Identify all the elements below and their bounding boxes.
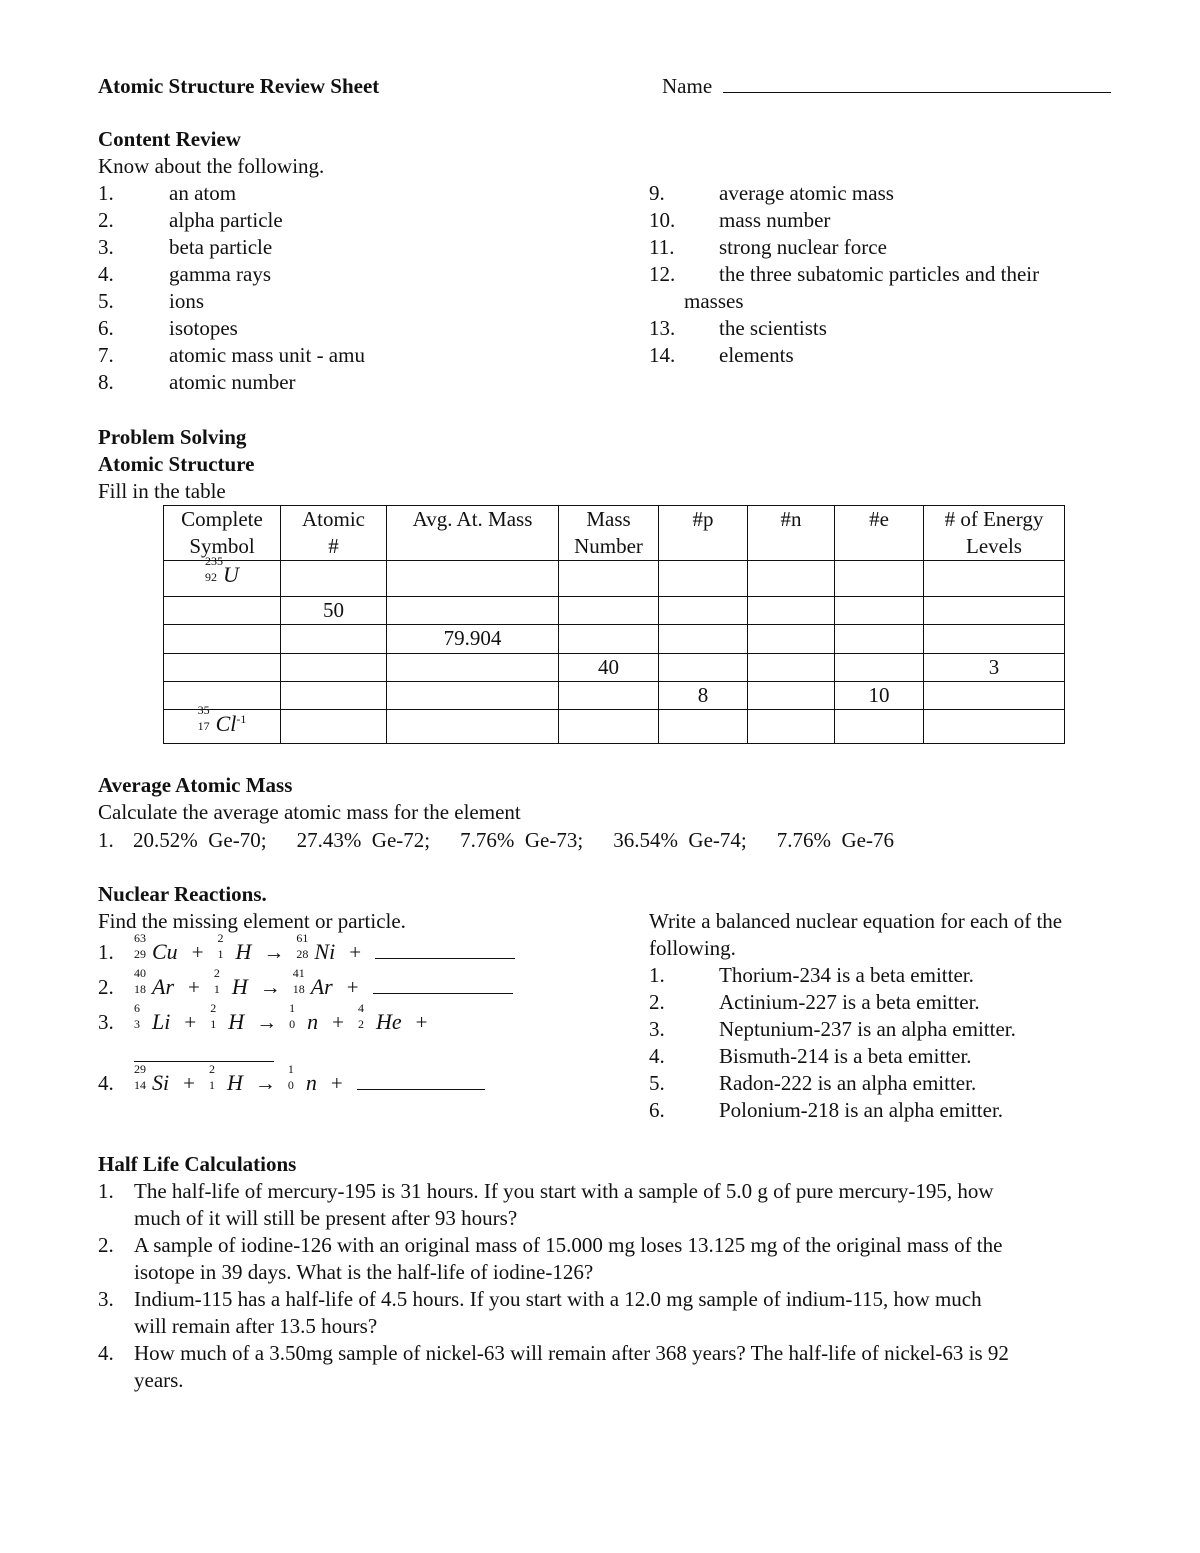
table-header-cell: [281, 506, 387, 561]
name-label: Name: [662, 74, 713, 98]
table-cell[interactable]: [281, 625, 387, 654]
table-cell[interactable]: [559, 625, 659, 654]
header-line: Atomic: [302, 507, 365, 531]
isotope-symbol: [296, 931, 336, 965]
mass-number: 63: [134, 931, 146, 945]
atomic-number: 2: [357, 1017, 364, 1031]
arrow-icon: →: [254, 1071, 276, 1095]
header-line: # of Energy: [944, 507, 1044, 531]
list-item-number: 2.: [649, 990, 665, 1014]
list-item-number: 12.: [649, 262, 676, 286]
element-symbol: Si: [152, 1070, 170, 1095]
plus-sign: +: [346, 975, 359, 999]
table-cell[interactable]: [835, 654, 924, 682]
mass-number: 6: [134, 1001, 140, 1015]
avg-mass-problem-number: 1.: [98, 828, 114, 852]
table-cell[interactable]: [659, 710, 748, 744]
nuclear-equation: [98, 1001, 441, 1036]
isotope-symbol: [134, 966, 174, 1000]
header-line: Symbol: [189, 534, 255, 558]
list-item-number: 6.: [649, 1098, 665, 1122]
list-item-number: 13.: [649, 316, 676, 340]
isotope-abundance: 36.54% Ge-74;: [613, 828, 747, 852]
list-item-number: 3.: [98, 235, 114, 259]
list-item-text: Bismuth-214 is a beta emitter.: [719, 1044, 972, 1068]
header-line: #: [328, 534, 339, 558]
answer-blank[interactable]: [357, 1071, 485, 1090]
atomic-number: 14: [134, 1078, 146, 1092]
table-header-cell: [659, 506, 748, 561]
list-item-text: beta particle: [169, 235, 273, 259]
element-symbol: n: [307, 1009, 319, 1034]
atomic-number: 17: [197, 719, 210, 733]
list-item-number: 5.: [649, 1071, 665, 1095]
list-item-number: 10.: [649, 208, 676, 232]
list-item-number: 6.: [98, 316, 114, 340]
table-cell[interactable]: [387, 654, 559, 682]
page-title: Atomic Structure Review Sheet: [98, 74, 380, 98]
table-cell[interactable]: [164, 654, 281, 682]
list-item-text: isotopes: [169, 316, 238, 340]
table-cell[interactable]: [748, 597, 835, 625]
element-symbol: Cu: [152, 939, 178, 964]
question-line-2: will remain after 13.5 hours?: [134, 1314, 378, 1338]
list-item-text: average atomic mass: [719, 181, 894, 205]
isotope-symbol: [289, 1001, 319, 1035]
name-line[interactable]: [723, 74, 1111, 93]
table-row: [164, 625, 1065, 654]
table-cell[interactable]: [659, 654, 748, 682]
list-item-number: 1.: [98, 181, 114, 205]
table-cell[interactable]: [559, 682, 659, 710]
list-item-number: 2.: [98, 1233, 114, 1257]
element-symbol: Li: [152, 1009, 171, 1034]
plus-sign: +: [191, 940, 204, 964]
list-item-number: 1.: [98, 1179, 114, 1203]
answer-blank[interactable]: [375, 940, 515, 959]
table-cell[interactable]: [281, 654, 387, 682]
list-item-number: 4.: [98, 262, 114, 286]
list-item-number: 5.: [98, 289, 114, 313]
table-header-cell: [924, 506, 1065, 561]
avg-mass-heading: Average Atomic Mass: [98, 773, 293, 797]
list-item-number: 9.: [649, 181, 665, 205]
table-cell[interactable]: [164, 703, 281, 744]
isotope-symbol: [287, 1062, 317, 1096]
atomic-number: 29: [134, 947, 146, 961]
plus-sign: +: [349, 940, 362, 964]
table-cell[interactable]: [835, 682, 924, 710]
mass-number: 4: [357, 1001, 364, 1015]
table-header-cell: [835, 506, 924, 561]
table-cell[interactable]: [924, 561, 1065, 597]
plus-sign: +: [332, 1010, 344, 1034]
mass-number: 35: [197, 703, 210, 717]
question-line-2: much of it will still be present after 93 hours?: [134, 1206, 518, 1230]
element-symbol: H: [226, 1070, 243, 1095]
plus-sign: +: [330, 1071, 343, 1095]
mass-number: 61: [296, 931, 309, 945]
table-header-cell: [164, 506, 281, 561]
table-cell[interactable]: [924, 710, 1065, 744]
arrow-icon: →: [256, 1010, 278, 1034]
element-symbol: He: [375, 1009, 402, 1034]
cell-value: 8: [697, 683, 709, 707]
germanium-isotope-list: [119, 828, 894, 852]
atomic-number: 1: [210, 1017, 217, 1031]
header-line: Complete: [181, 507, 263, 531]
isotope-symbol: [134, 1062, 170, 1096]
table-cell[interactable]: [281, 561, 387, 597]
list-item-number: 3.: [98, 1287, 114, 1311]
table-cell[interactable]: [281, 710, 387, 744]
list-item-text: an atom: [169, 181, 237, 205]
list-item-text: elements: [719, 343, 794, 367]
table-row: [164, 710, 1065, 744]
cell-value: 10: [868, 683, 890, 707]
mass-number: 235: [205, 554, 224, 568]
plus-sign: +: [188, 975, 200, 999]
table-cell[interactable]: [281, 682, 387, 710]
atomic-number: 92: [205, 570, 218, 584]
question-line-1: The half-life of mercury-195 is 31 hours. If you start with a sample of 5.0 g of pure mercury-195, how: [134, 1179, 994, 1203]
isotope-abundance: 20.52% Ge-70;: [133, 828, 267, 852]
nuclear-right-instruction-1: Write a balanced nuclear equation for each of the: [649, 909, 1063, 933]
table-cell[interactable]: [659, 625, 748, 654]
isotope-symbol: [357, 1001, 402, 1035]
equation-number: 3.: [98, 1010, 114, 1034]
isotope-symbol: [197, 703, 247, 737]
nuclear-right-instruction-2: following.: [649, 936, 736, 960]
table-cell[interactable]: [659, 597, 748, 625]
table-cell[interactable]: [164, 682, 281, 710]
atomic-number: 3: [134, 1017, 140, 1031]
table-cell[interactable]: [748, 625, 835, 654]
isotope-symbol: [292, 966, 333, 1000]
mass-number: 40: [134, 966, 146, 980]
list-item-number: 14.: [649, 343, 676, 367]
plus-sign: +: [183, 1071, 195, 1095]
answer-blank[interactable]: [373, 975, 513, 994]
table-cell[interactable]: [164, 554, 281, 597]
cell-value: 50: [323, 598, 344, 622]
list-item-number: 8.: [98, 370, 114, 394]
nuclear-left-instruction: Find the missing element or particle.: [98, 909, 406, 933]
nuclear-equation: [98, 1062, 485, 1097]
element-symbol: U: [223, 562, 239, 587]
header-line: #e: [869, 507, 889, 531]
table-header-cell: [559, 506, 659, 561]
list-item-text: atomic mass unit - amu: [169, 343, 365, 367]
mass-number: 2: [210, 1001, 217, 1015]
mass-number: 41: [292, 966, 305, 980]
equation-number: 4.: [98, 1071, 114, 1095]
header-line: Mass: [586, 507, 631, 531]
table-cell[interactable]: [748, 710, 835, 744]
isotope-symbol: [213, 966, 248, 1000]
table-cell[interactable]: [387, 561, 559, 597]
table-cell[interactable]: [835, 561, 924, 597]
plus-sign: +: [415, 1010, 428, 1034]
table-cell[interactable]: [559, 597, 659, 625]
mass-number: 2: [217, 931, 224, 945]
mass-number: 29: [134, 1062, 146, 1076]
equation-number: 2.: [98, 975, 114, 999]
list-item-number: 3.: [649, 1017, 665, 1041]
nuclear-equation: [98, 931, 515, 966]
table-cell[interactable]: [748, 654, 835, 682]
cell-value: 40: [598, 655, 619, 679]
list-item-number: 4.: [98, 1341, 114, 1365]
element-symbol: n: [305, 1070, 317, 1095]
table-cell[interactable]: [924, 654, 1065, 682]
isotope-symbol: [134, 931, 178, 965]
table-row: [164, 561, 1065, 597]
cell-value: 3: [988, 655, 1000, 679]
list-item-text: mass number: [719, 208, 831, 232]
element-symbol: Ar: [152, 974, 174, 999]
nuclear-equation: [98, 966, 513, 1001]
list-item-text: Polonium-218 is an alpha emitter.: [719, 1098, 1004, 1122]
cell-value: 79.904: [443, 626, 502, 650]
table-cell[interactable]: [387, 710, 559, 744]
table-cell[interactable]: [387, 597, 559, 625]
table-cell[interactable]: [924, 682, 1065, 710]
list-item-text: atomic number: [169, 370, 296, 394]
avg-mass-problem: [98, 827, 894, 854]
plus-sign: +: [184, 1010, 197, 1034]
answer-blank[interactable]: [134, 1043, 274, 1062]
list-item-number: 4.: [649, 1044, 665, 1068]
mass-number: 2: [208, 1062, 215, 1076]
answer-line-row: [134, 1042, 274, 1069]
list-item-text: gamma rays: [169, 262, 272, 286]
table-cell[interactable]: [835, 710, 924, 744]
element-symbol: H: [231, 974, 248, 999]
arrow-icon: →: [259, 975, 281, 999]
table-cell[interactable]: [835, 625, 924, 654]
arrow-icon: →: [263, 940, 285, 964]
table-cell[interactable]: [748, 561, 835, 597]
list-item-number: 11.: [649, 235, 675, 259]
table-cell[interactable]: [924, 625, 1065, 654]
isotope-symbol: [134, 1001, 171, 1035]
table-cell[interactable]: [835, 597, 924, 625]
atomic-number: 28: [296, 947, 309, 961]
table-cell[interactable]: [659, 561, 748, 597]
header-line: Avg. At. Mass: [412, 507, 533, 531]
name-field[interactable]: [662, 73, 1111, 100]
isotope-symbol: [210, 1001, 245, 1035]
question-line-1: How much of a 3.50mg sample of nickel-63 will remain after 368 years? The half-life of nickel-63 is 92: [134, 1341, 1009, 1365]
header-line: #p: [692, 507, 714, 531]
list-item-number: 2.: [98, 208, 114, 232]
question-line-2: isotope in 39 days. What is the half-life of iodine-126?: [134, 1260, 594, 1284]
question-line-1: Indium-115 has a half-life of 4.5 hours. If you start with a 12.0 mg sample of indium-115, how much: [134, 1287, 982, 1311]
table-cell[interactable]: [281, 597, 387, 625]
atomic-number: 18: [134, 982, 146, 996]
list-item-text: Radon-222 is an alpha emitter.: [719, 1071, 977, 1095]
list-item-text: Thorium-234 is a beta emitter.: [719, 963, 974, 987]
isotope-symbol: [208, 1062, 243, 1096]
list-item-text: alpha particle: [169, 208, 283, 232]
content-review-heading: Content Review: [98, 127, 241, 151]
table-cell[interactable]: [559, 561, 659, 597]
isotope-abundance: 27.43% Ge-72;: [296, 828, 431, 852]
element-symbol: Ni: [314, 939, 336, 964]
table-cell[interactable]: [559, 654, 659, 682]
table-row: [164, 597, 1065, 625]
atomic-number: 18: [292, 982, 305, 996]
atomic-structure-table: [163, 505, 1065, 744]
list-item-text: the scientists: [719, 316, 827, 340]
element-symbol: H: [228, 1009, 245, 1034]
isotope-symbol: [205, 554, 239, 588]
atomic-structure-heading: Atomic Structure: [98, 452, 255, 476]
atomic-number: 1: [208, 1078, 215, 1092]
element-symbol: H: [235, 939, 252, 964]
atomic-number: 1: [217, 947, 224, 961]
equation-number: 1.: [98, 940, 114, 964]
element-symbol: Cl: [215, 711, 237, 736]
mass-number: 2: [213, 966, 220, 980]
header-line: #n: [780, 507, 802, 531]
header-line: Number: [574, 534, 643, 558]
table-header-cell: [748, 506, 835, 561]
list-item-text: Actinium-227 is a beta emitter.: [719, 990, 980, 1014]
table-row: [164, 682, 1065, 710]
list-item-text: Neptunium-237 is an alpha emitter.: [719, 1017, 1016, 1041]
atomic-number: 0: [287, 1078, 294, 1092]
half-life-heading: Half Life Calculations: [98, 1152, 297, 1176]
table-instruction: Fill in the table: [98, 479, 226, 503]
table-cell[interactable]: [748, 682, 835, 710]
content-review-intro: Know about the following.: [98, 154, 325, 178]
avg-mass-instruction: Calculate the average atomic mass for the element: [98, 800, 521, 824]
table-cell[interactable]: [164, 625, 281, 654]
isotope-symbol: [217, 931, 252, 965]
table-cell[interactable]: [559, 710, 659, 744]
table-cell[interactable]: [164, 597, 281, 625]
list-item-text: the three subatomic particles and their: [719, 262, 1040, 286]
list-item-number: 1.: [649, 963, 665, 987]
list-item-number: 7.: [98, 343, 114, 367]
header-line: Levels: [966, 534, 1022, 558]
list-item-text: strong nuclear force: [719, 235, 887, 259]
isotope-abundance: 7.76% Ge-76: [776, 828, 894, 852]
table-row: [164, 654, 1065, 682]
atomic-number: 1: [213, 982, 220, 996]
list-item-continuation: masses: [684, 289, 744, 313]
nuclear-reactions-heading: Nuclear Reactions.: [98, 882, 267, 906]
list-item-text: ions: [169, 289, 205, 313]
mass-number: 1: [287, 1062, 294, 1076]
table-header-cell: [387, 506, 559, 561]
question-line-1: A sample of iodine-126 with an original mass of 15.000 mg loses 13.125 mg of the original mass of the: [134, 1233, 1003, 1257]
table-cell[interactable]: [924, 597, 1065, 625]
ion-charge: -1: [236, 712, 247, 726]
table-cell[interactable]: [387, 682, 559, 710]
table-cell[interactable]: [659, 682, 748, 710]
isotope-abundance: 7.76% Ge-73;: [460, 828, 584, 852]
mass-number: 1: [289, 1001, 296, 1015]
question-line-2: years.: [134, 1368, 184, 1392]
table-cell[interactable]: [387, 625, 559, 654]
atomic-number: 0: [289, 1017, 296, 1031]
element-symbol: Ar: [310, 974, 333, 999]
problem-solving-heading: Problem Solving: [98, 425, 247, 449]
